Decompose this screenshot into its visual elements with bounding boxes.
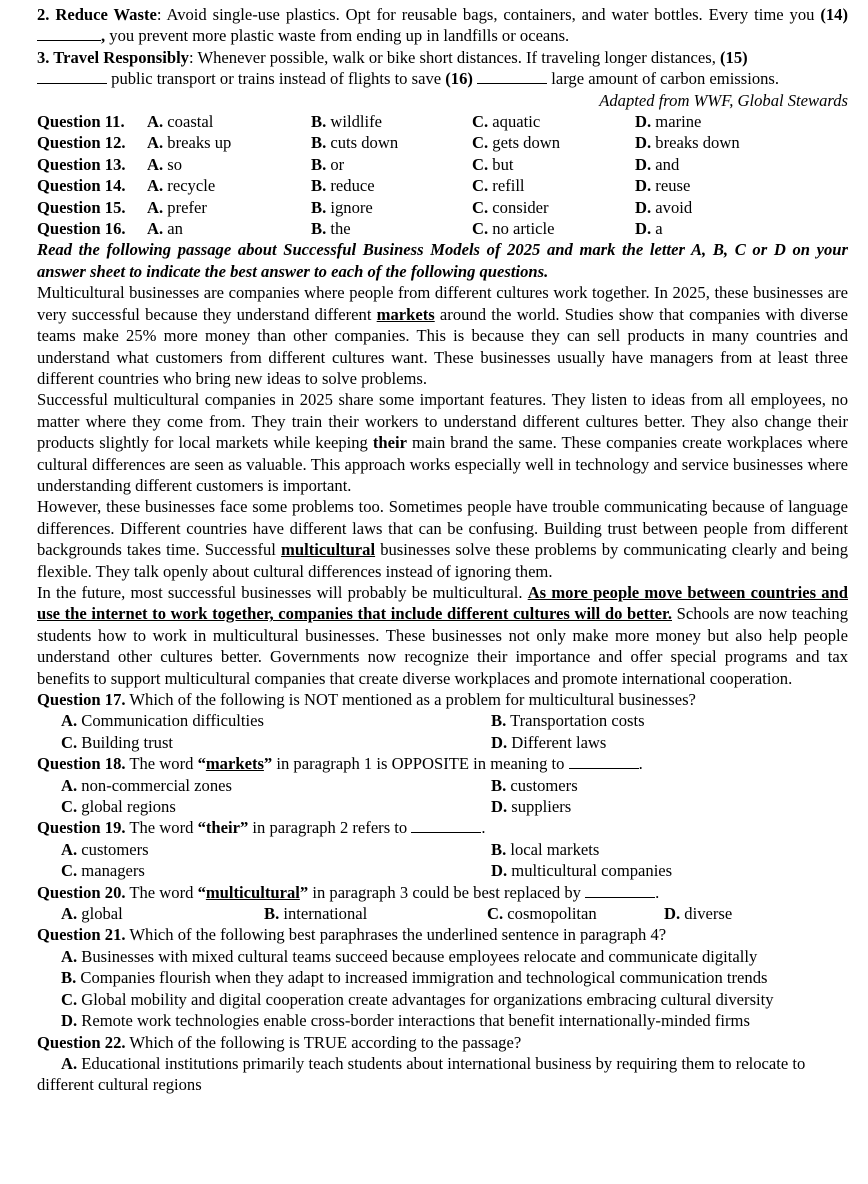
tip-reduce-waste: 2. Reduce Waste: Avoid single-use plastics. Opt for reusable bags, containers, and water bottles. Every time you (14) , you prevent more plastic waste from ending up in landfills or oceans. xyxy=(37,5,848,46)
blank-14 xyxy=(37,27,101,41)
passage-paragraph-3: However, these businesses face some problems too. Sometimes people have trouble communicating because of language differences. Different countries have different laws that can be confusing. Building trust between people from different backgrounds takes time. Successful multicultural businesses solve these problems by communicating clearly and being flexible. They talk openly about cultural differences instead of ignoring them. xyxy=(37,497,849,581)
keyword-markets: markets xyxy=(376,304,435,324)
cloze-question-16: Question 16. A. an B. the C. no article D. a xyxy=(37,219,663,239)
question-19: Question 19. The word “their” in paragraph 2 refers to . A. customers B. local markets C. managers D. multicultural companies xyxy=(37,817,848,881)
cloze-question-12: Question 12. A. breaks up B. cuts down C. gets down D. breaks down xyxy=(37,133,740,153)
keyword-their: their xyxy=(372,433,407,453)
blank-15 xyxy=(37,70,107,84)
question-18: Question 18. The word “markets” in paragraph 1 is OPPOSITE in meaning to . A. non-commercial zones B. customers C. global regions D. suppliers xyxy=(37,753,848,817)
reading-instructions: Read the following passage about Successful Business Models of 2025 and mark the letter A, B, C or D on your answer sheet to indicate the best answer to each of the following questions. xyxy=(37,240,848,281)
tip-travel-responsibly: 3. Travel Responsibly: Whenever possible, walk or bike short distances. If traveling longer distances, (15) public transport or trains instead of flights to save (16) large amount of carbon emissions. xyxy=(37,47,780,89)
underlined-sentence: As more people move between countries and use the internet to work together, companies that include different cultures will do better. xyxy=(37,582,848,624)
keyword-multicultural: multicultural xyxy=(281,540,376,560)
cloze-question-15: Question 15. A. prefer B. ignore C. consider D. avoid xyxy=(37,197,693,217)
question-22-stem: Question 22. Which of the following is TRUE according to the passage? xyxy=(37,1032,522,1052)
question-20: Question 20. The word “multicultural” in paragraph 3 could be best replaced by . A. global B. international C. cosmopolitan D. diverse xyxy=(37,882,848,925)
question-17: Question 17. Which of the following is NOT mentioned as a problem for multicultural businesses? A. Communication difficulties B. Transportation costs C. Building trust D. Different laws xyxy=(37,689,848,753)
question-17-stem: Question 17. Which of the following is NOT mentioned as a problem for multicultural businesses? xyxy=(37,690,696,709)
cloze-question-13: Question 13. A. so B. or C. but D. and xyxy=(37,154,680,174)
cloze-question-11: Question 11. A. coastal B. wildlife C. aquatic D. marine xyxy=(37,112,702,132)
passage-paragraph-1: Multicultural businesses are companies where people from different cultures work together. In 2025, these businesses are very successful because they understand different markets around the world. Studies show that companies with diverse teams make 25% more money than other companies. This is because they can sell products in many countries and understand what customers from different cultures want. These businesses usually have managers from at least three different countries who bring new ideas to solve problems. xyxy=(37,283,848,388)
tip-reduce-waste-title: 2. Reduce Waste xyxy=(37,5,157,24)
question-18-stem: Question 18. The word “markets” in paragraph 1 is OPPOSITE in meaning to . xyxy=(37,754,643,774)
blank-16 xyxy=(477,70,547,84)
tip-travel-title: 3. Travel Responsibly xyxy=(37,47,189,67)
passage-paragraph-4: In the future, most successful businesses will probably be multicultural. As more people move between countries and use the internet to work together, companies that include different cultures will do better. Schools are now teaching students how to work in multicultural businesses. These businesses not only make more money but also help people understand other cultures better. Governments now recognize their importance and offer special programs and tax benefits to support multicultural companies that create diverse workplaces and promote international cooperation. xyxy=(37,582,848,688)
question-21: Question 21. Which of the following best paraphrases the underlined sentence in paragraph 4? A. Businesses with mixed cultural teams succeed because employees relocate and communicate digitally B. Companies flourish when they adapt to increased immigration and technological communication trends C. Global mobility and digital cooperation create advantages for organizations embracing cultural diversity D. Remote work technologies enable cross-border interactions that benefit internationally-minded firms xyxy=(37,924,848,1031)
question-19-stem: Question 19. The word “their” in paragraph 2 refers to . xyxy=(37,818,486,838)
question-22: Question 22. Which of the following is TRUE according to the passage? A. Educational institutions primarily teach students about international business by requiring them to relocate to different cultural regions xyxy=(37,1032,848,1096)
cloze-question-14: Question 14. A. recycle B. reduce C. refill D. reuse xyxy=(37,176,691,196)
question-20-stem: Question 20. The word “multicultural” in paragraph 3 could be best replaced by . xyxy=(37,882,660,902)
passage-paragraph-2: Successful multicultural companies in 2025 share some important features. They listen to ideas from all employees, no matter where they come from. They train their workers to understand different cultures better. They also change their products slightly for local markets while keeping their main brand the same. These companies create workplaces where cultural differences are seen as valuable. This approach works especially well in technology and service businesses where understanding different customers is important. xyxy=(37,390,848,495)
source-credit: Adapted from WWF, Global Stewards xyxy=(599,90,848,110)
question-21-stem: Question 21. Which of the following best paraphrases the underlined sentence in paragraph 4? xyxy=(37,925,667,945)
